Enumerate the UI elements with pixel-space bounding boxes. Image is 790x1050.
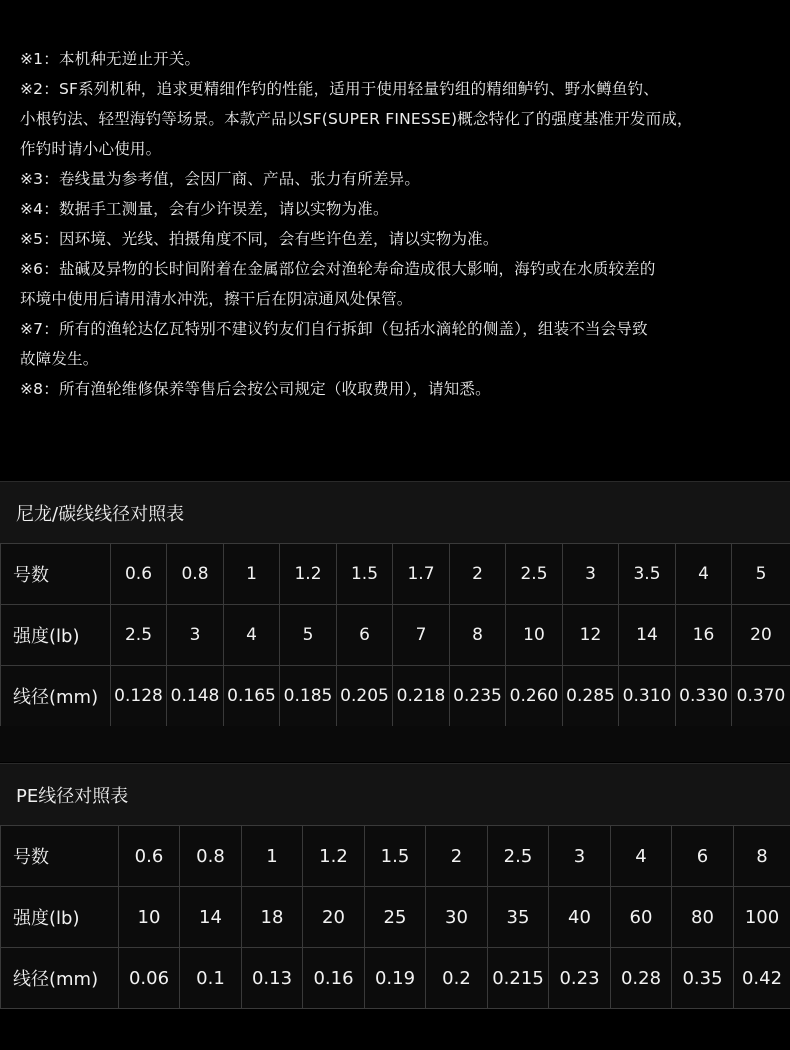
table-cell: 100 <box>734 887 790 948</box>
table-cell: 0.330 <box>676 666 732 727</box>
table-cell: 16 <box>676 605 732 666</box>
table-cell: 4 <box>224 605 280 666</box>
table-row <box>1 605 790 666</box>
table-cell: 1.2 <box>280 544 337 605</box>
table-row <box>1 666 790 727</box>
table-cell: 3 <box>167 605 224 666</box>
table-cell: 4 <box>676 544 732 605</box>
note-line: 故障发生。 <box>20 350 99 368</box>
note-line: ※5：因环境、光线、拍摄角度不同，会有些许色差，请以实物为准。 <box>20 230 499 248</box>
table-cell: 6 <box>337 605 393 666</box>
nylon-table-body <box>1 544 790 727</box>
note-line: ※4：数据手工测量，会有少许误差，请以实物为准。 <box>20 200 389 218</box>
table-cell: 0.1 <box>180 948 242 1009</box>
table-cell: 0.285 <box>563 666 619 727</box>
note-line: ※6：盐碱及异物的长时间附着在金属部位会对渔轮寿命造成很大影响，海钓或在水质较差的 <box>20 260 656 278</box>
table-cell: 10 <box>119 887 180 948</box>
note-line: 作钓时请小心使用。 <box>20 140 162 158</box>
table-cell: 0.185 <box>280 666 337 727</box>
table-cell: 10 <box>506 605 563 666</box>
note-line: ※2：SF系列机种，追求更精细作钓的性能，适用于使用轻量钓组的精细鲈钓、野水鳟鱼钓、 <box>20 80 660 98</box>
table-cell: 20 <box>303 887 365 948</box>
table-row <box>1 948 790 1009</box>
table-cell: 80 <box>672 887 734 948</box>
table-cell: 0.165 <box>224 666 280 727</box>
table-cell: 0.370 <box>732 666 790 727</box>
table-cell: 5 <box>732 544 790 605</box>
notes-section <box>20 44 778 404</box>
note-line: ※1：本机种无逆止开关。 <box>20 50 201 68</box>
row-label: 号数 <box>1 826 119 887</box>
table-cell: 0.8 <box>167 544 224 605</box>
nylon-table-header <box>0 481 790 543</box>
table-cell: 8 <box>450 605 506 666</box>
table-cell: 2.5 <box>506 544 563 605</box>
table-cell: 8 <box>734 826 790 887</box>
table-cell: 0.06 <box>119 948 180 1009</box>
nylon-size-table <box>0 543 790 727</box>
table-cell: 20 <box>732 605 790 666</box>
table-cell: 3 <box>563 544 619 605</box>
table-row <box>1 826 790 887</box>
table-cell: 14 <box>180 887 242 948</box>
table-cell: 0.28 <box>611 948 672 1009</box>
table-cell: 0.19 <box>365 948 426 1009</box>
pe-table-title: PE线径对照表 <box>16 786 129 807</box>
note-line: ※3：卷线量为参考值，会因厂商、产品、张力有所差异。 <box>20 170 421 188</box>
note-line: ※7：所有的渔轮达亿瓦特别不建议钓友们自行拆卸（包括水滴轮的侧盖），组装不当会导致 <box>20 320 648 338</box>
table-cell: 6 <box>672 826 734 887</box>
table-cell: 35 <box>488 887 549 948</box>
row-label: 号数 <box>1 544 111 605</box>
table-cell: 0.16 <box>303 948 365 1009</box>
table-cell: 1.5 <box>365 826 426 887</box>
table-cell: 0.148 <box>167 666 224 727</box>
table-cell: 0.128 <box>111 666 167 727</box>
row-label: 线径(mm) <box>1 666 111 727</box>
row-label: 线径(mm) <box>1 948 119 1009</box>
table-cell: 60 <box>611 887 672 948</box>
table-cell: 0.42 <box>734 948 790 1009</box>
table-row <box>1 887 790 948</box>
table-cell: 0.260 <box>506 666 563 727</box>
table-cell: 25 <box>365 887 426 948</box>
pe-size-table <box>0 825 790 1009</box>
table-cell: 0.218 <box>393 666 450 727</box>
table-row <box>1 544 790 605</box>
table-cell: 3.5 <box>619 544 676 605</box>
table-cell: 30 <box>426 887 488 948</box>
table-cell: 3 <box>549 826 611 887</box>
table-cell: 0.6 <box>111 544 167 605</box>
table-cell: 0.35 <box>672 948 734 1009</box>
table-cell: 0.2 <box>426 948 488 1009</box>
table-cell: 4 <box>611 826 672 887</box>
table-cell: 0.205 <box>337 666 393 727</box>
note-line: 环境中使用后请用清水冲洗，擦干后在阴凉通风处保管。 <box>20 290 413 308</box>
row-label: 强度(lb) <box>1 887 119 948</box>
table-cell: 7 <box>393 605 450 666</box>
row-label: 强度(lb) <box>1 605 111 666</box>
table-cell: 1.2 <box>303 826 365 887</box>
table-cell: 0.215 <box>488 948 549 1009</box>
table-cell: 2 <box>450 544 506 605</box>
table-cell: 2.5 <box>488 826 549 887</box>
pe-table-body <box>1 826 790 1009</box>
pe-table-header <box>0 763 790 825</box>
note-line: ※8：所有渔轮维修保养等售后会按公司规定（收取费用），请知悉。 <box>20 380 491 398</box>
table-cell: 1 <box>224 544 280 605</box>
table-cell: 0.235 <box>450 666 506 727</box>
table-cell: 2.5 <box>111 605 167 666</box>
table-cell: 0.6 <box>119 826 180 887</box>
table-cell: 5 <box>280 605 337 666</box>
table-cell: 0.23 <box>549 948 611 1009</box>
table-cell: 2 <box>426 826 488 887</box>
table-cell: 1 <box>242 826 303 887</box>
note-line: 小根钓法、轻型海钓等场景。本款产品以SF(SUPER FINESSE)概念特化了的强度基准开发而成， <box>20 110 693 128</box>
table-cell: 40 <box>549 887 611 948</box>
table-cell: 12 <box>563 605 619 666</box>
nylon-table-title: 尼龙/碳线线径对照表 <box>16 504 185 525</box>
table-cell: 0.8 <box>180 826 242 887</box>
table-cell: 0.13 <box>242 948 303 1009</box>
table-cell: 1.7 <box>393 544 450 605</box>
table-cell: 18 <box>242 887 303 948</box>
table-cell: 14 <box>619 605 676 666</box>
table-cell: 1.5 <box>337 544 393 605</box>
section-divider <box>0 726 790 762</box>
table-cell: 0.310 <box>619 666 676 727</box>
